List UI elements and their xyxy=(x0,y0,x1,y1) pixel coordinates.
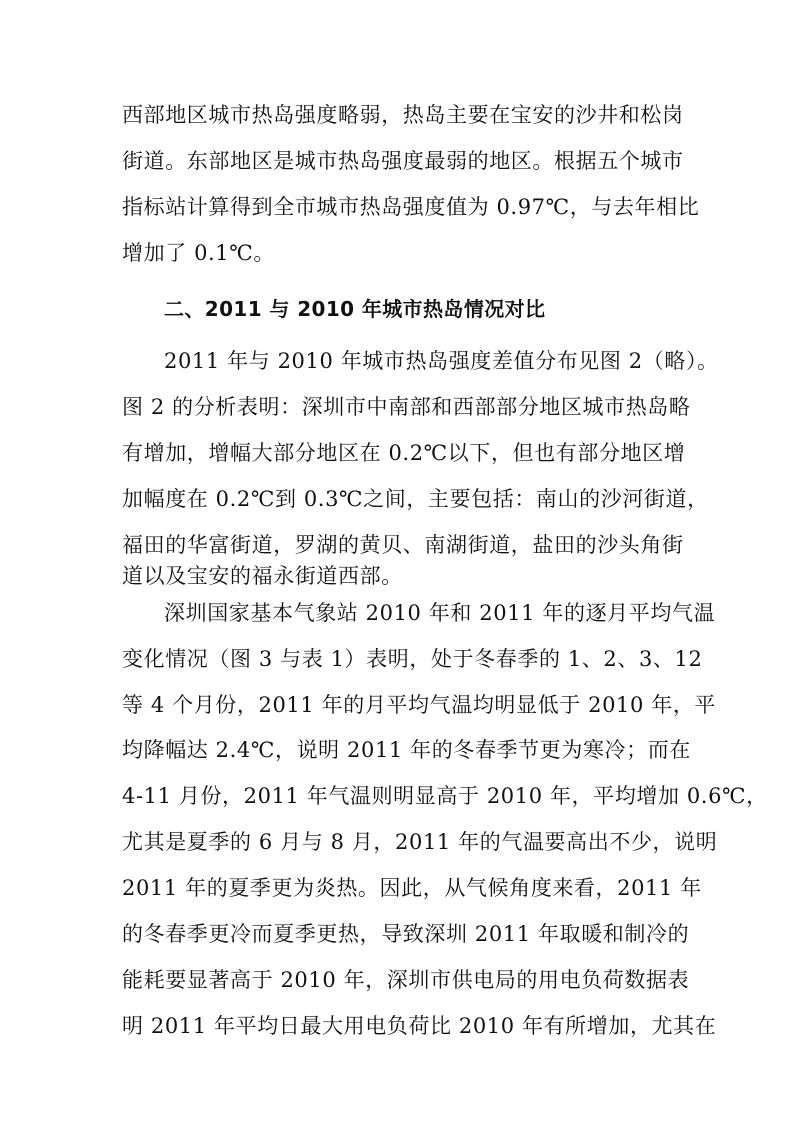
paragraph-2-line: 2011 年与 2010 年城市热岛强度差值分布见图 2（略）。 xyxy=(164,349,719,373)
paragraph-2-line: 图 2 的分析表明：深圳市中南部和西部部分地区城市热岛略 xyxy=(122,395,691,419)
paragraph-1-line: 街道。东部地区是城市热岛强度最弱的地区。根据五个城市 xyxy=(122,149,684,173)
paragraph-2-line: 有增加，增幅大部分地区在 0.2℃以下，但也有部分地区增 xyxy=(122,441,686,465)
paragraph-2-line: 福田的华富街道，罗湖的黄贝、南湖街道，盐田的沙头角街 xyxy=(122,533,684,557)
paragraph-1-line: 指标站计算得到全市城市热岛强度值为 0.97℃，与去年相比 xyxy=(122,195,700,219)
paragraph-3-line: 变化情况（图 3 与表 1）表明，处于冬春季的 1、2、3、12 xyxy=(122,647,703,671)
section-heading: 二、2011 与 2010 年城市热岛情况对比 xyxy=(164,297,546,321)
paragraph-3-line: 尤其是夏季的 6 月与 8 月，2011 年的气温要高出不少，说明 xyxy=(122,830,718,854)
paragraph-2-line: 道以及宝安的福永街道西部。 xyxy=(122,564,403,588)
paragraph-3-line: 明 2011 年平均日最大用电负荷比 2010 年有所增加，尤其在 xyxy=(122,1014,717,1038)
paragraph-3-line: 能耗要显著高于 2010 年，深圳市供电局的用电负荷数据表 xyxy=(122,968,690,992)
paragraph-3-line: 4-11 月份，2011 年气温则明显高于 2010 年，平均增加 0.6℃， xyxy=(122,784,768,808)
paragraph-3-line: 深圳国家基本气象站 2010 年和 2011 年的逐月平均气温 xyxy=(164,601,716,625)
paragraph-3-line: 等 4 个月份，2011 年的月平均气温均明显低于 2010 年，平 xyxy=(122,693,717,717)
paragraph-3-line: 均降幅达 2.4℃，说明 2011 年的冬春季节更为寒冷；而在 xyxy=(122,738,691,762)
paragraph-3-line: 2011 年的夏季更为炎热。因此，从气候角度来看，2011 年 xyxy=(122,876,702,900)
paragraph-2-line: 加幅度在 0.2℃到 0.3℃之间，主要包括：南山的沙河街道， xyxy=(122,487,709,511)
paragraph-1-line: 增加了 0.1℃。 xyxy=(122,241,275,265)
paragraph-3-line: 的冬春季更冷而夏季更热，导致深圳 2011 年取暖和制冷的 xyxy=(122,922,690,946)
paragraph-1-line: 西部地区城市热岛强度略弱，热岛主要在宝安的沙井和松岗 xyxy=(122,103,684,127)
